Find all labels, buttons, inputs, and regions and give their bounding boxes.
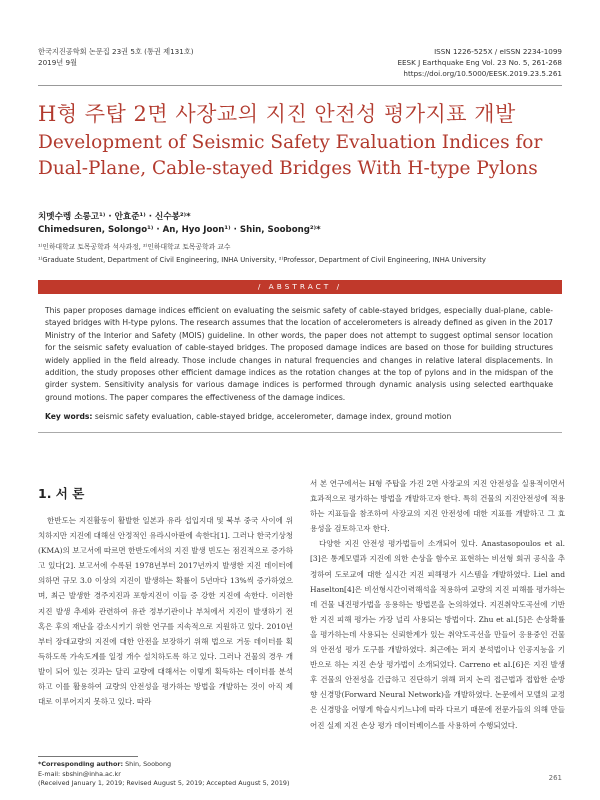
doi-link[interactable]: https://doi.org/10.5000/EESK.2019.23.5.261 [403, 69, 562, 78]
affiliation-english: ¹⁾Graduate Student, Department of Civil Engineering, INHA University, ²⁾Professor, Department of Civil Engineering, INHA University [38, 256, 486, 264]
corresponding-author [38, 760, 289, 770]
journal-name-en: EESK J Earthquake Eng Vol. 23 No. 5, 261-268 [397, 58, 562, 67]
title-korean: H형 주탑 2면 사장교의 지진 안전성 평가지표 개발 [38, 102, 516, 126]
footnote-divider [38, 756, 138, 757]
intro-paragraph-1: 한반도는 지진활동이 활발한 일본과 유라 섭입지대 및 북부 중국 사이에 위치하지만 지진에 대해선 안정적인 유라시아판에 속한다[1]. 그러나 한국기상청(KMA)의 보고서에 따르면 한반도에서의 지진 발생 빈도는 점진적으로 증가하고 있다[2]. 보고서에 수록된 1978년부터 2017년까지 발생한 지진 데이터에 의하면 규모 3.0 이상의 지진이 발생하는 확률이 5년마다 13%씩 증가하였으며, 최근 발생한 경주지진과 포항지진이 이들 증 강한 지진에 속한다. 이러한 지진 발생 추세와 관련하여 유관 정부기관이나 부처에서 지진이 발생하기 전 혹은 후의 재난을 감소시키기 위한 연구를 지속적으로 지원하고 있다. 2010년부터 장대교량의 지진에 대한 안전을 보장하기 위해 법으로 거동 데이터를 획득하도록 가속도계를 일정 개수 설치하도록 하고 있다. 그러나 건물의 경우 개발이 되어 있는 것과는 달리 교량에 대해서는 이렇게 획득하는 데이터를 분석하고 이를 활용하여 교량의 안전성을 평가하는 방법을 개발하는 것이 아직 제대로 이루어지지 못하고 있다. 따라 [38, 516, 293, 707]
abstract-divider [38, 432, 562, 433]
intro-paragraph-2: 서 본 연구에서는 H형 주탑을 가진 2면 사장교의 지진 안전성을 실용적이면서 효과적으로 평가하는 방법을 개발하고자 한다. 특히 건물의 지진안전성에 적용하는 지표들을 참조하여 사장교의 지진 안전성에 대한 지표를 개발하고 그 효용성을 검토하고자 한다. [310, 479, 565, 534]
body-column-right [310, 476, 565, 733]
page-number: 261 [548, 774, 562, 782]
header-divider [38, 85, 562, 86]
corresponding-label: *Corresponding author: [38, 760, 124, 768]
keywords-list: seismic safety evaluation, cable-stayed bridge, accelerometer, damage index, ground motion [94, 412, 452, 421]
intro-paragraph-3: 다양한 지진 안전성 평가법들이 소개되어 있다. Anastasopoulos et al. [3]은 통계모델과 지진에 의한 손상을 함수로 표현하는 비선형 회귀 공식을 추정하여 도로교에 대한 실시간 지진 피해평가 시스템을 개발하였다. Liel and Haselton[4]은 비선형시간이력해석을 적용하여 교량의 지진 피해를 평가하는데 건물 내진평가법을 응용하는 방법론을 논의하였다. 지진취약도곡선에 기반한 지진 피해 평가는 가장 널리 사용되는 방법이다. Zhu et al.[5]은 손상확률을 평가하는데 사용되는 신뢰한계가 있는 취약도곡선을 만들어 응용중인 건물의 안전성 평가 도구를 개발하였다. 최근에는 퍼지 분석법이나 인공지능을 기반으로 하는 지진 손상 평가법이 소개되었다. Carreno et al.[6]은 지진 발생 후 건물의 안전성을 긴급하고 진단하기 위해 퍼지 논리 접근법과 접합한 순방향 신경망(Forward Neural Network)을 개발하였다. 논문에서 모델의 교정은 신경망을 어떻게 학습시키느냐에 따라 다르기 때문에 전문가들의 의해 만들어진 실제 지진 손상 평가 데이터베이스를 사용하여 수행되었다. [310, 539, 565, 730]
footnote [38, 760, 289, 789]
corresponding-name: Shin, Soobong [125, 760, 172, 768]
keywords-label: Key words: [45, 412, 93, 421]
authors-english: Chimedsuren, Solongo¹⁾ · An, Hyo Joon¹⁾ · Shin, Soobong²⁾* [38, 225, 321, 235]
keywords [45, 412, 451, 421]
received-dates: (Received January 1, 2019; Revised August 5, 2019; Accepted August 5, 2019) [38, 779, 290, 788]
journal-header-left [38, 46, 194, 68]
section-heading-intro: 1. 서 론 [38, 486, 85, 501]
journal-header-right [397, 46, 562, 79]
journal-name-ko: 한국지진공학회 논문집 23권 5호 (통권 제131호) [38, 47, 194, 56]
issn: ISSN 1226-525X / eISSN 2234-1099 [434, 47, 562, 56]
author-email[interactable]: E-mail: sbshin@inha.ac.kr [38, 769, 121, 778]
authors-korean: 치멧수렝 소롱고¹⁾ · 안효준¹⁾ · 신수봉²⁾* [38, 212, 191, 222]
affiliation-korean: ¹⁾인하대학교 토목공학과 석사과정, ²⁾인하대학교 토목공학과 교수 [38, 243, 231, 251]
body-column-left [38, 513, 293, 709]
title-english: Development of Seismic Safety Evaluation Indices for Dual-Plane, Cable-stayed Bridges With H-type Pylons [38, 132, 543, 179]
abstract-text: This paper proposes damage indices efficient on evaluating the seismic safety of cable-stayed bridges, especially dual-plane, cable-stayed bridges with H-type pylons. The research assumes that the location of accelerometers is already defined as given in the 2017 Ministry of the Interior and Safety (MOIS) guideline. In other words, the paper does not attempt to suggest optimal sensor location for the seismic safety evaluation of cable-stayed bridges. The proposed damage indices are based on those for building structures widely applied in the field already. Those include changes in natural frequencies and changes in relative lateral displacements. In addition, the study proposes other efficient damage indices as the rotation changes at the top of pylons and in the midspan of the girder system. Sensitivity analysis for various damage indices is performed through dynamic analysis using selected earthquake ground motions. The paper compares the effectiveness of the damage indices. [45, 306, 553, 402]
abstract-heading: / ABSTRACT / [38, 280, 562, 294]
journal-date-ko: 2019년 9월 [38, 58, 78, 67]
